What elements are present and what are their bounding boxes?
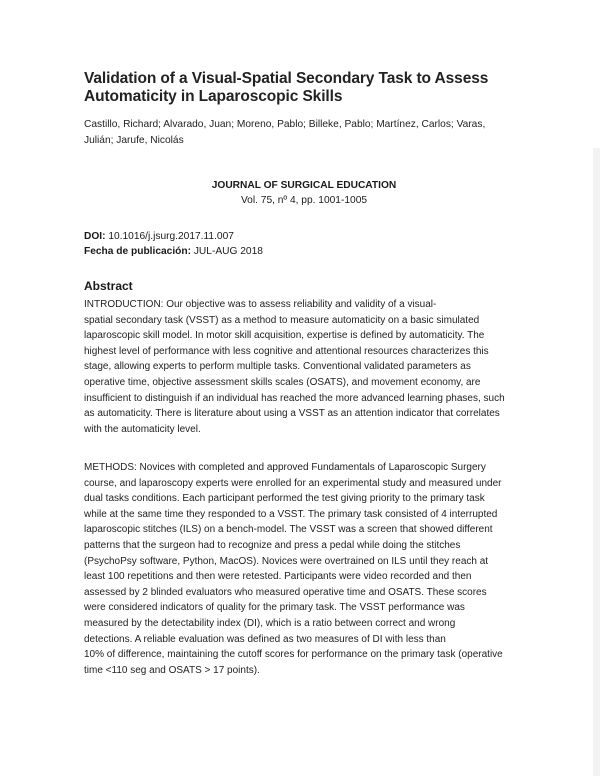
paragraph-line: detections. A reliable evaluation was defined as two measures of DI with less than [84,633,446,645]
article-meta [84,230,524,259]
paragraph-line: stage, allowing experts to perform multiple tasks. Conventional validated parameters as [84,361,471,373]
paragraph-line: spatial secondary task (VSST) as a method to measure automaticity on a basic simulated [84,314,480,326]
paragraph-line: course, and laparoscopy experts were enrolled for an experimental study and measured under [84,477,502,489]
abstract-heading: Abstract [84,279,133,293]
publication-date-row [84,245,524,260]
introduction-paragraph [84,297,524,437]
paragraph-line: while at the same time they responded to a VSST. The primary task consisted of 4 interrupted [84,508,498,520]
paragraph-line: laparoscopic skill model. In motor skill acquisition, expertise is defined by automaticity. The [84,330,485,342]
doi-value: 10.1016/j.jsurg.2017.11.007 [105,231,234,242]
paragraph-line: insufficient to distinguish if an individual has reached the more advanced learning phases, such [84,392,505,404]
paragraph-line: patterns that the surgeon had to recognize and press a pedal while doing the stitches [84,539,461,551]
doi-label: DOI: [84,231,106,242]
paragraph-line: operative time, objective assessment skills scales (OSATS), and movement economy, are [84,376,481,388]
journal-volume: Vol. 75, nº 4, pp. 1001-1005 [240,195,368,206]
publication-date-label: Fecha de publicación: [84,245,191,257]
paragraph-line: as automaticity. There is literature about using a VSST as an attention indicator that correlates [84,408,500,420]
journal-name: JOURNAL OF SURGICAL EDUCATION [211,180,397,191]
author-list [84,117,524,148]
journal-info [84,178,524,208]
title-line: Validation of a Visual-Spatial Secondary Task to Assess [84,70,489,87]
publication-date-value: JUL-AUG 2018 [191,245,263,257]
doi-row [84,230,524,245]
paragraph-line: time <110 seg and OSATS > 17 points). [84,664,260,676]
authors-line: Castillo, Richard; Alvarado, Juan; Moreno, Pablo; Billeke, Pablo; Martínez, Carlos; Varas, [84,119,486,130]
article-title [84,70,524,106]
methods-paragraph [84,460,524,678]
paragraph-line: (PsychoPsy software, Python, MacOS). Novices were overtrained on ILS until they reach at [84,555,489,567]
paragraph-line: least 100 repetitions and then were retested. Participants were video recorded and then [84,571,472,583]
paragraph-line: dual tasks conditions. Each participant performed the test giving priority to the primary task [84,493,485,505]
paragraph-line: were considered indicators of quality for the primary task. The VSST performance was [84,602,465,614]
paragraph-line: laparoscopic stitches (ILS) on a bench-model. The VSST was a screen that showed different [84,524,493,536]
page-edge-shade [593,148,600,776]
title-line: Automaticity in Laparoscopic Skills [84,88,343,105]
paragraph-line: measured by the detectability index (DI), which is a ratio between correct and wrong [84,617,456,629]
authors-line: Julián; Jarufe, Nicolás [84,134,184,146]
paragraph-line: with the automaticity level. [84,423,201,435]
paragraph-line: 10% of difference, maintaining the cutoff scores for performance on the primary task (operative [84,649,503,661]
paragraph-line: METHODS: Novices with completed and approved Fundamentals of Laparoscopic Surgery [84,462,486,473]
paragraph-line: highest level of performance with less cognitive and attentional resources characterizes this [84,345,489,357]
paragraph-line: assessed by 2 blinded evaluators who measured operative time and OSATS. These scores [84,586,487,598]
paragraph-line: INTRODUCTION: Our objective was to assess reliability and validity of a visual- [84,299,437,310]
